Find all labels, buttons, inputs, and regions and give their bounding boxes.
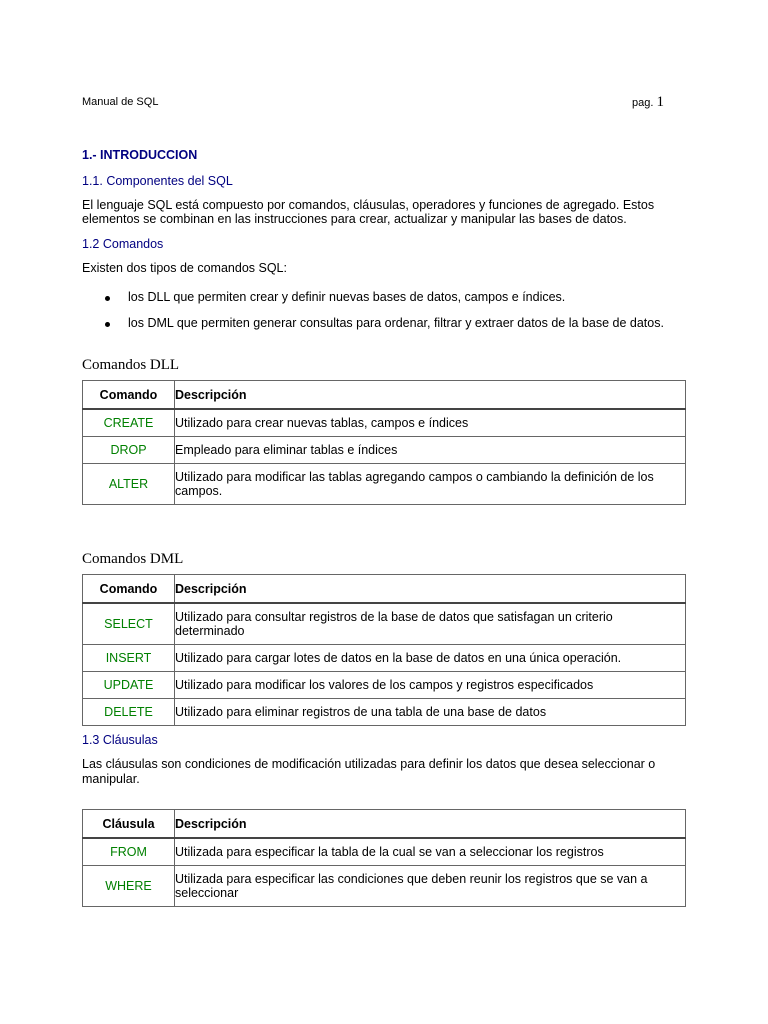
table-clauses xyxy=(82,809,686,907)
description-cell: Utilizada para especificar las condiciones que deben reunir los registros que se van a seleccionar xyxy=(175,866,686,907)
table-row xyxy=(83,409,686,437)
command-cell: CREATE xyxy=(83,409,175,437)
section-heading-introduccion: 1.- INTRODUCCION xyxy=(82,148,198,162)
document-body xyxy=(82,147,686,907)
table-header-row xyxy=(83,810,686,839)
list-item-text: los DLL que permiten crear y definir nuevas bases de datos, campos e índices. xyxy=(128,290,566,304)
column-header-command: Comando xyxy=(83,575,175,604)
description-cell: Utilizado para modificar los valores de los campos y registros especificados xyxy=(175,672,686,699)
description-cell: Utilizado para cargar lotes de datos en la base de datos en una única operación. xyxy=(175,645,686,672)
subsection-heading-componentes: 1.1. Componentes del SQL xyxy=(82,174,233,188)
command-cell: SELECT xyxy=(83,603,175,645)
paragraph-clausulas: Las cláusulas son condiciones de modificación utilizadas para definir los datos que desea seleccionar o manipular. xyxy=(82,757,656,786)
description-cell: Utilizado para consultar registros de la base de datos que satisfagan un criterio determinado xyxy=(175,603,686,645)
table-header-row xyxy=(83,575,686,604)
page-header xyxy=(82,94,664,112)
description-cell: Empleado para eliminar tablas e índices xyxy=(175,437,686,464)
table-row xyxy=(83,838,686,866)
command-cell: DELETE xyxy=(83,699,175,726)
paragraph-comandos: Existen dos tipos de comandos SQL: xyxy=(82,261,287,275)
list-item-text: los DML que permiten generar consultas para ordenar, filtrar y extraer datos de la base de datos. xyxy=(128,316,664,330)
clause-cell: WHERE xyxy=(83,866,175,907)
subsection-heading-clausulas: 1.3 Cláusulas xyxy=(82,733,158,747)
table-row xyxy=(83,866,686,907)
column-header-command: Comando xyxy=(83,381,175,410)
subsection-heading-comandos: 1.2 Comandos xyxy=(82,237,164,251)
description-cell: Utilizado para crear nuevas tablas, campos e índices xyxy=(175,409,686,437)
command-cell: DROP xyxy=(83,437,175,464)
description-cell: Utilizado para modificar las tablas agregando campos o cambiando la definición de los campos. xyxy=(175,464,686,505)
list-item xyxy=(82,290,686,304)
command-cell: UPDATE xyxy=(83,672,175,699)
column-header-description: Descripción xyxy=(175,575,686,604)
table-dml-commands xyxy=(82,574,686,726)
page-indicator xyxy=(632,94,664,111)
column-header-clause: Cláusula xyxy=(83,810,175,839)
table-row xyxy=(83,645,686,672)
table-row xyxy=(83,603,686,645)
bullet-icon xyxy=(105,322,110,327)
page-label: pag. xyxy=(632,97,654,109)
column-header-description: Descripción xyxy=(175,381,686,410)
column-header-description: Descripción xyxy=(175,810,686,839)
list-item xyxy=(82,316,686,330)
clause-cell: FROM xyxy=(83,838,175,866)
command-cell: INSERT xyxy=(83,645,175,672)
table-caption-dll: Comandos DLL xyxy=(82,357,180,373)
paragraph-componentes: El lenguaje SQL está compuesto por comandos, cláusulas, operadores y funciones de agregado. Estos elementos se combinan en las instrucciones para crear, actualizar y manipular las bases de datos. xyxy=(82,198,655,226)
table-row xyxy=(83,464,686,505)
table-row xyxy=(83,437,686,464)
table-header-row xyxy=(83,381,686,410)
command-cell: ALTER xyxy=(83,464,175,505)
command-types-list xyxy=(82,290,686,330)
document-title: Manual de SQL xyxy=(82,96,159,108)
bullet-icon xyxy=(105,296,110,301)
table-row xyxy=(83,672,686,699)
table-row xyxy=(83,699,686,726)
description-cell: Utilizado para eliminar registros de una tabla de una base de datos xyxy=(175,699,686,726)
table-dll-commands xyxy=(82,380,686,505)
page-number: 1 xyxy=(656,94,664,110)
table-caption-dml: Comandos DML xyxy=(82,551,184,567)
description-cell: Utilizada para especificar la tabla de la cual se van a seleccionar los registros xyxy=(175,838,686,866)
